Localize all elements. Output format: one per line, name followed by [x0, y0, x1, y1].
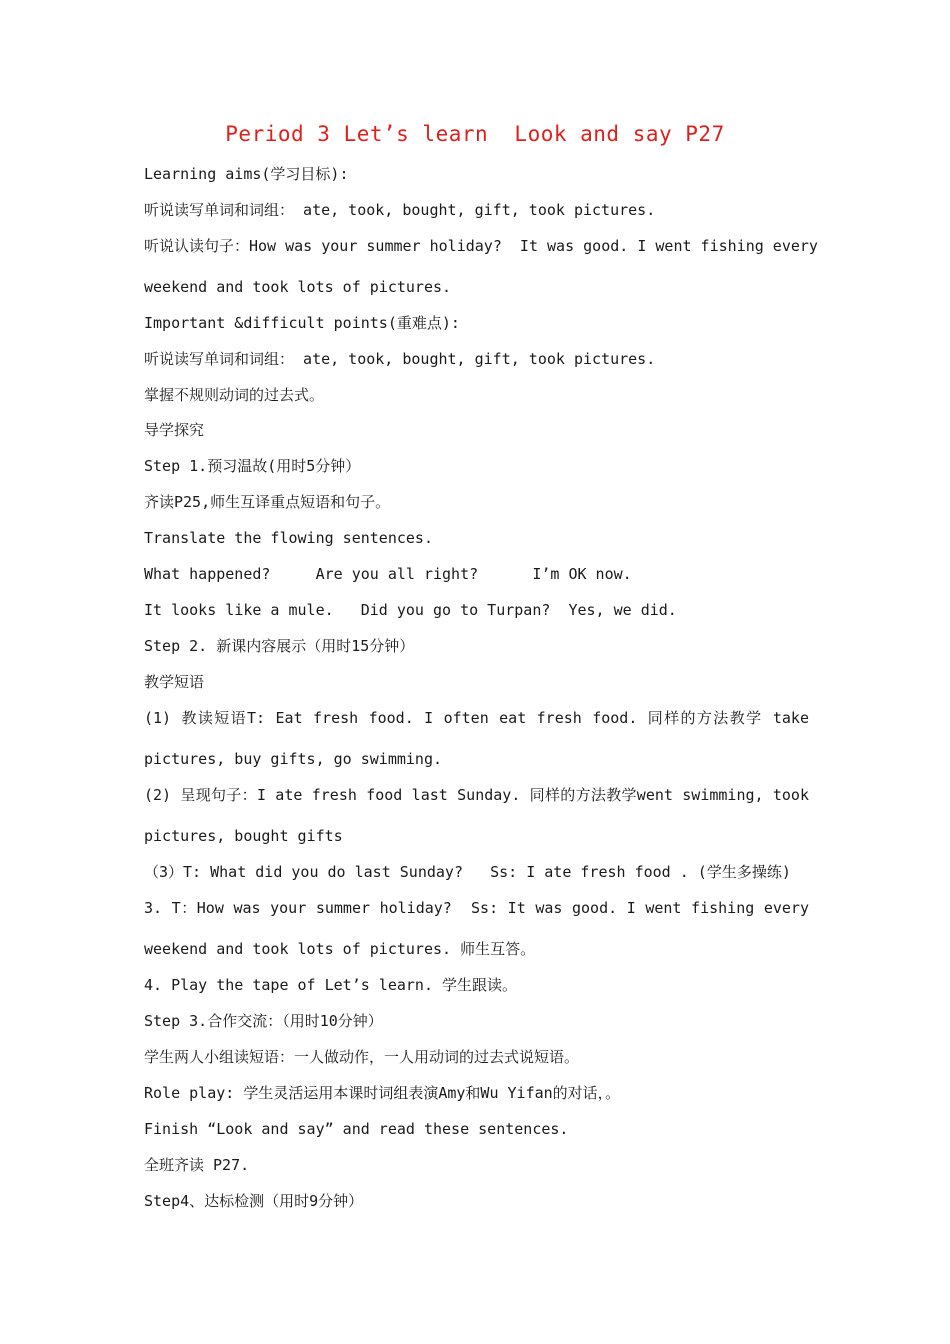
item-3-line: （3）T: What did you do last Sunday? Ss: I ate fresh food . (学生多操练): [144, 863, 791, 881]
learning-aims-heading: Learning aims(学习目标):: [144, 165, 349, 183]
aims-sentences-line: 听说认读句子：How was your summer holiday? It was good. I went fishing every: [144, 237, 818, 255]
step-3-heading: Step 3.合作交流：（用时10分钟）: [144, 1012, 383, 1030]
class-reading-line: 全班齐读 P27.: [144, 1156, 250, 1174]
pair-work-line: 学生两人小组读短语：一人做动作，一人用动词的过去式说短语。: [144, 1048, 580, 1066]
item-2-continued: pictures, bought gifts: [144, 827, 343, 845]
item-1-line: (1) 教读短语T: Eat fresh food. I often eat fresh food. 同样的方法教学 take: [144, 709, 809, 727]
aims-sentences-continued: weekend and took lots of pictures.: [144, 278, 452, 296]
item-4-line: 3. T：How was your summer holiday? Ss: It was good. I went fishing every: [144, 899, 809, 917]
item-5-line: 4. Play the tape of Let’s learn. 学生跟读。: [144, 976, 518, 994]
aims-words-line: 听说读写单词和词组： ate, took, bought, gift, took pictures.: [144, 201, 656, 219]
important-points-heading: Important &difficult points(重难点):: [144, 314, 460, 332]
item-2-line: (2) 呈现句子：I ate fresh food last Sunday. 同样的方法教学went swimming, took: [144, 786, 809, 804]
role-play-line: Role play: 学生灵活运用本课时词组表演Amy和Wu Yifan的对话，。: [144, 1084, 621, 1102]
finish-line: Finish “Look and say” and read these sentences.: [144, 1120, 569, 1138]
translate-sentences-1: What happened? Are you all right? I’m OK now.: [144, 565, 632, 583]
translate-instruction: Translate the flowing sentences.: [144, 529, 433, 547]
points-verbs-line: 掌握不规则动词的过去式。: [144, 386, 325, 404]
item-4-continued: weekend and took lots of pictures. 师生互答。: [144, 940, 536, 958]
translate-sentences-2: It looks like a mule. Did you go to Turpan? Yes, we did.: [144, 601, 677, 619]
points-words-line: 听说读写单词和词组： ate, took, bought, gift, took pictures.: [144, 350, 656, 368]
document-title: Period 3 Let’s learn Look and say P27: [225, 122, 725, 146]
step-1-reading: 齐读P25,师生互译重点短语和句子。: [144, 493, 391, 511]
phrases-heading: 教学短语: [144, 673, 205, 691]
step-4-heading: Step4、达标检测（用时9分钟）: [144, 1192, 364, 1210]
step-1-heading: Step 1.预习温故(用时5分钟）: [144, 457, 361, 475]
item-1-continued: pictures, buy gifts, go swimming.: [144, 750, 443, 768]
step-2-heading: Step 2. 新课内容展示（用时15分钟）: [144, 637, 415, 655]
guide-heading: 导学探究: [144, 421, 205, 439]
